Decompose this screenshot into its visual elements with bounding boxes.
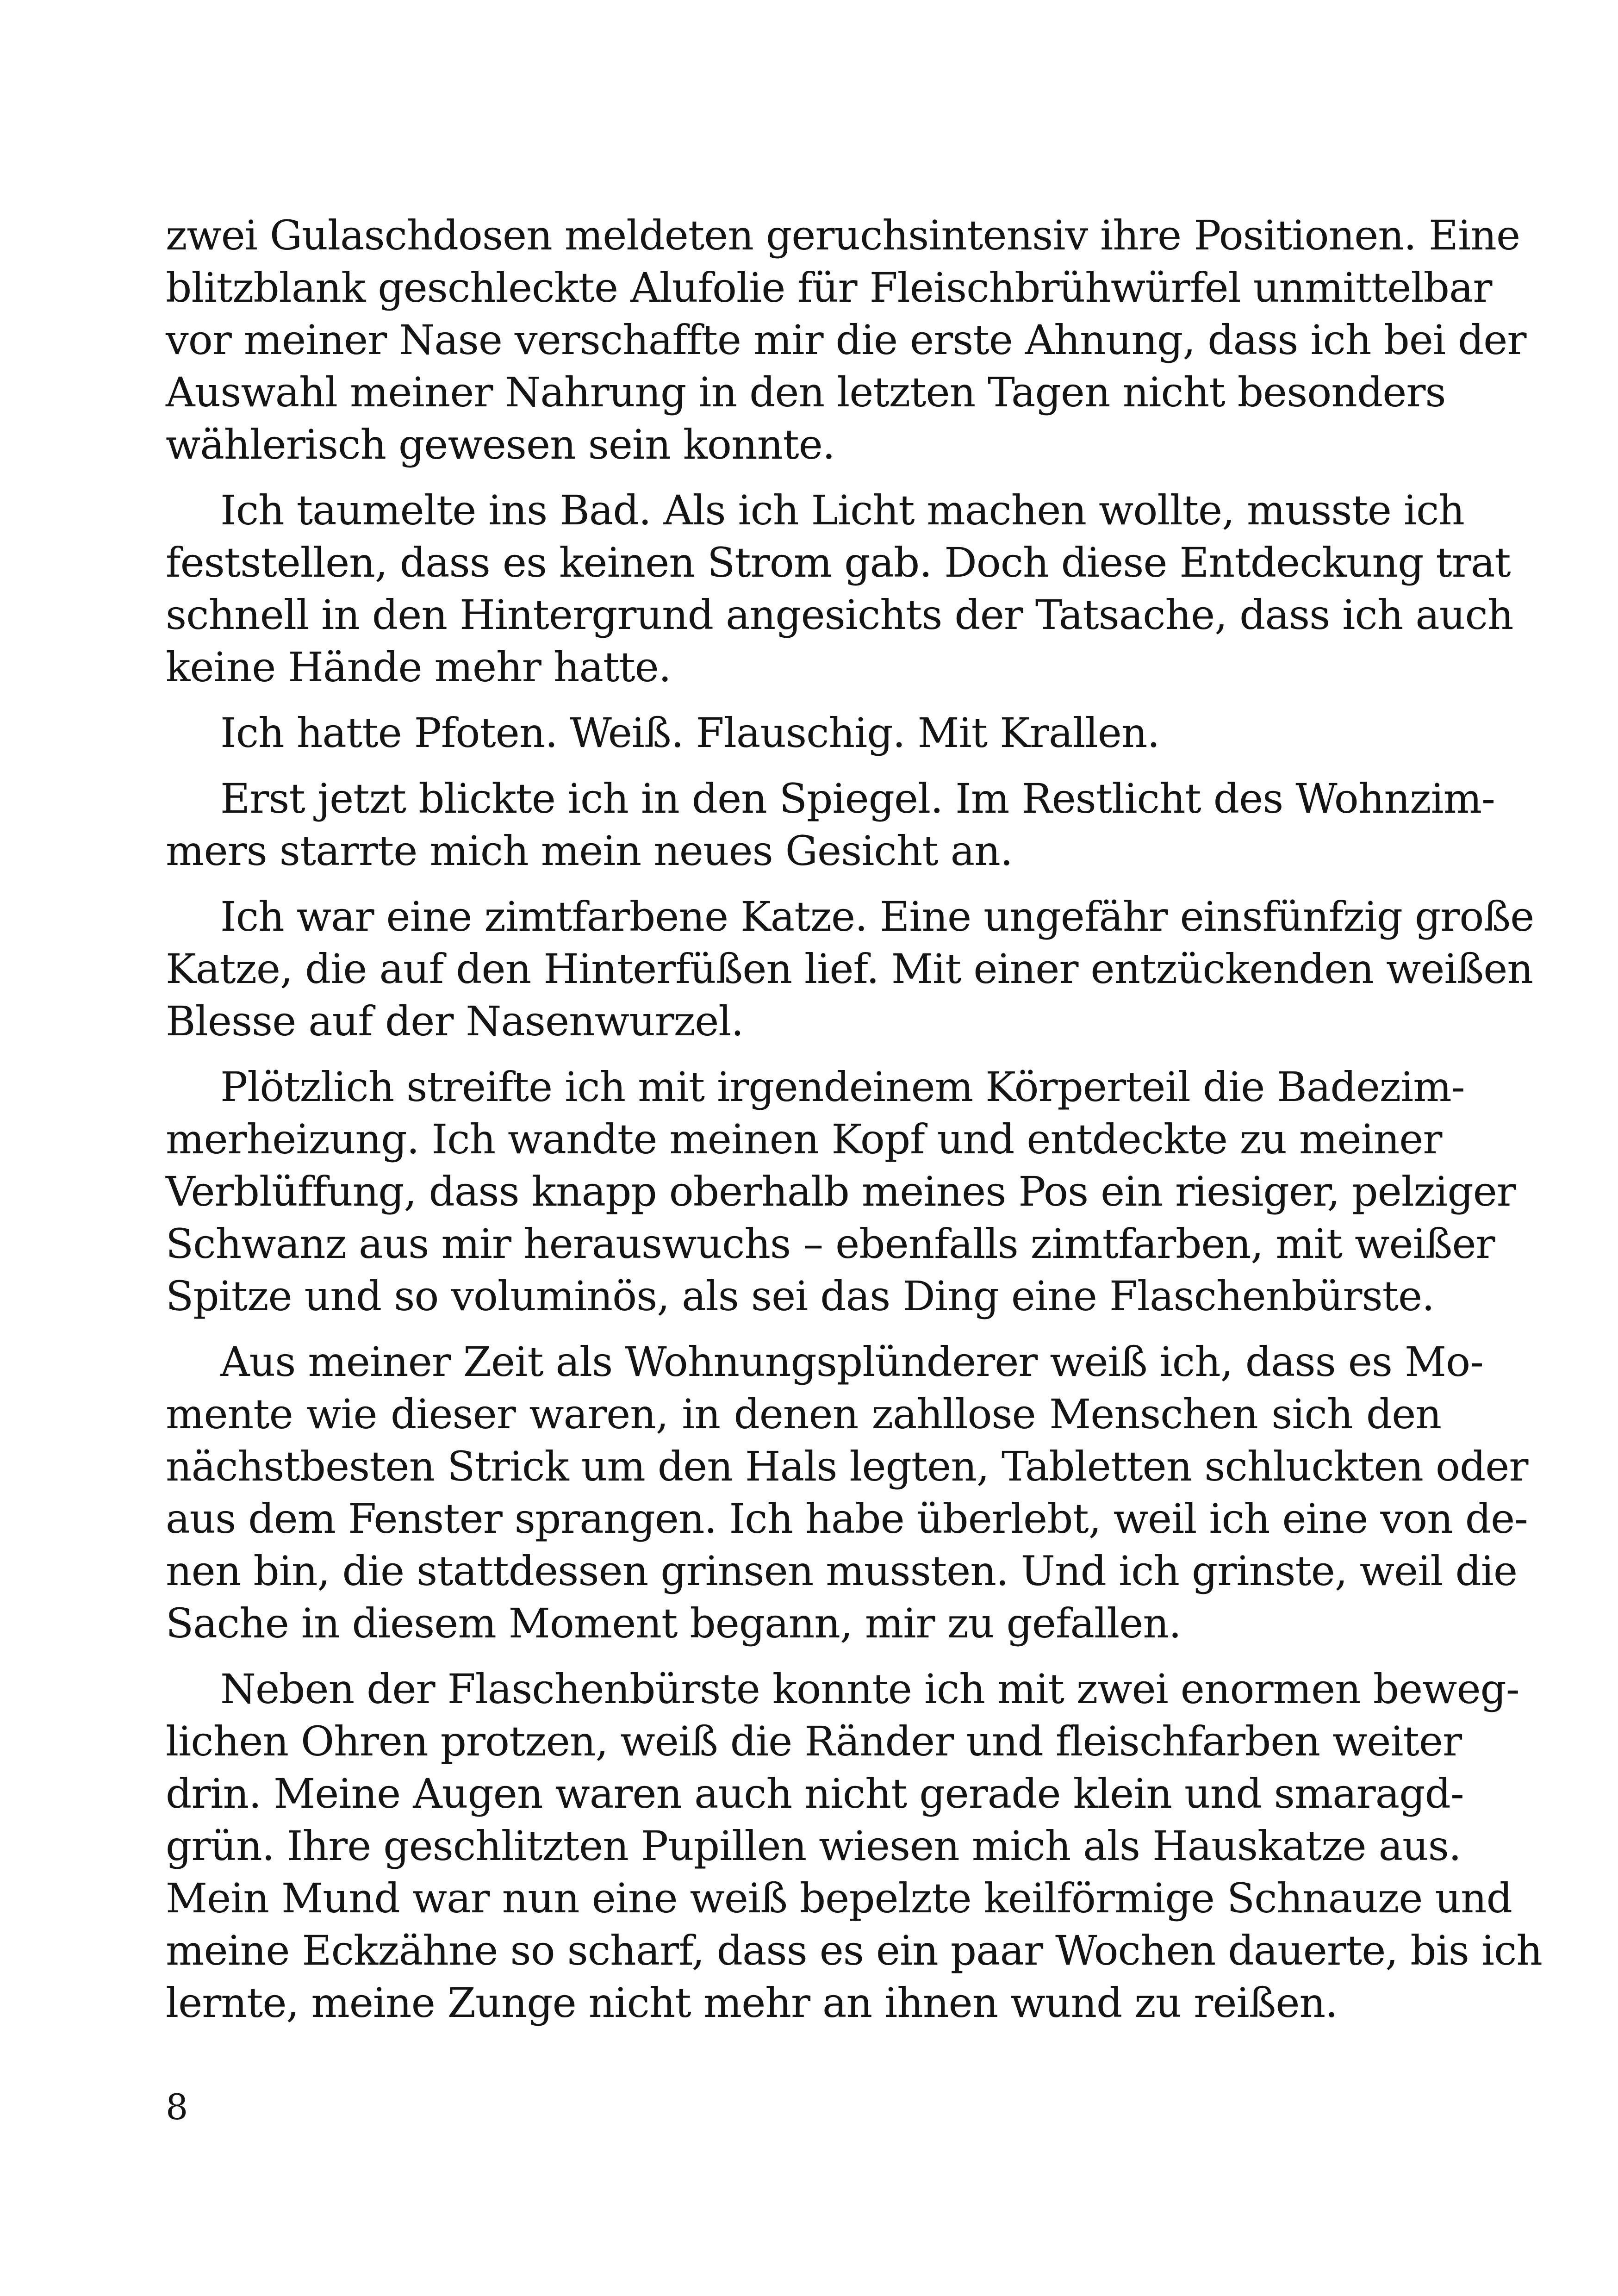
text-line: grün. Ihre geschlitzten Pupillen wiesen mich als Hauskatze aus. bbox=[166, 1822, 1461, 1870]
text-line: Sache in diesem Moment begann, mir zu gefallen. bbox=[166, 1599, 1181, 1647]
paragraph-7 bbox=[166, 1336, 1528, 1649]
text-line: drin. Meine Augen waren auch nicht gerade klein und smaragd- bbox=[166, 1770, 1464, 1817]
text-line: Aus meiner Zeit als Wohnungsplünderer weiß ich, dass es Mo- bbox=[220, 1338, 1483, 1386]
text-line: feststellen, dass es keinen Strom gab. Doch diese Entdeckung trat bbox=[166, 539, 1511, 586]
text-line: Ich taumelte ins Bad. Als ich Licht machen wollte, musste ich bbox=[220, 486, 1464, 534]
page-number: 8 bbox=[166, 2086, 188, 2128]
text-line: nen bin, die stattdessen grinsen mussten. Und ich grinste, weil die bbox=[166, 1547, 1518, 1595]
text-line: merheizung. Ich wandte meinen Kopf und entdeckte zu meiner bbox=[166, 1115, 1442, 1163]
text-line: aus dem Fenster sprangen. Ich habe überlebt, weil ich eine von de- bbox=[166, 1495, 1528, 1543]
text-line: Neben der Flaschenbürste konnte ich mit zwei enormen beweg- bbox=[220, 1665, 1519, 1713]
text-line: Auswahl meiner Nahrung in den letzten Tagen nicht besonders bbox=[166, 368, 1446, 416]
text-line: nächstbesten Strick um den Hals legten, Tabletten schluckten oder bbox=[166, 1443, 1528, 1490]
text-line: Mein Mund war nun eine weiß bepelzte keilförmige Schnauze und bbox=[166, 1874, 1512, 1922]
text-line: lichen Ohren protzen, weiß die Ränder und fleischfarben weiter bbox=[166, 1717, 1462, 1765]
text-line: mers starrte mich mein neues Gesicht an. bbox=[166, 827, 1013, 875]
paragraph-8 bbox=[166, 1663, 1542, 2029]
text-line: vor meiner Nase verschaffte mir die erste Ahnung, dass ich bei der bbox=[166, 316, 1526, 364]
text-line: Ich hatte Pfoten. Weiß. Flauschig. Mit Krallen. bbox=[220, 709, 1160, 757]
text-line: meine Eckzähne so scharf, dass es ein paar Wochen dauerte, bis ich bbox=[166, 1927, 1542, 1974]
text-line: Erst jetzt blickte ich in den Spiegel. Im Restlicht des Wohnzim- bbox=[220, 775, 1495, 822]
text-line: keine Hände mehr hatte. bbox=[166, 643, 671, 691]
paragraph-1 bbox=[166, 209, 1526, 471]
text-line: lernte, meine Zunge nicht mehr an ihnen wund zu reißen. bbox=[166, 1979, 1338, 2027]
text-line: zwei Gulaschdosen meldeten geruchsintensiv ihre Positionen. Eine bbox=[166, 212, 1520, 259]
text-line: Verblüffung, dass knapp oberhalb meines Pos ein riesiger, pelziger bbox=[166, 1168, 1516, 1215]
text-line: Blesse auf der Nasenwurzel. bbox=[166, 997, 744, 1045]
text-line: Ich war eine zimtfarbene Katze. Eine ungefähr einsfünfzig große bbox=[220, 893, 1534, 940]
text-line: mente wie dieser waren, in denen zahllose Menschen sich den bbox=[166, 1390, 1441, 1438]
text-line: blitzblank geschleckte Alufolie für Fleischbrühwürfel unmittelbar bbox=[166, 264, 1492, 311]
body-text bbox=[166, 209, 1542, 2042]
paragraph-2 bbox=[166, 484, 1513, 693]
text-line: Plötzlich streifte ich mit irgendeinem Körperteil die Badezim- bbox=[220, 1063, 1465, 1111]
paragraph-5 bbox=[166, 890, 1534, 1047]
text-line: wählerisch gewesen sein konnte. bbox=[166, 421, 835, 468]
text-line: Katze, die auf den Hinterfüßen lief. Mit einer entzückenden weißen bbox=[166, 945, 1533, 993]
paragraph-6 bbox=[166, 1061, 1516, 1322]
text-line: Spitze und so voluminös, als sei das Ding eine Flaschenbürste. bbox=[166, 1272, 1435, 1320]
paragraph-3 bbox=[166, 707, 1441, 759]
text-line: Schwanz aus mir herauswuchs – ebenfalls zimtfarben, mit weißer bbox=[166, 1220, 1495, 1268]
text-line: schnell in den Hintergrund angesichts der Tatsache, dass ich auch bbox=[166, 591, 1513, 639]
paragraph-4 bbox=[166, 772, 1495, 877]
